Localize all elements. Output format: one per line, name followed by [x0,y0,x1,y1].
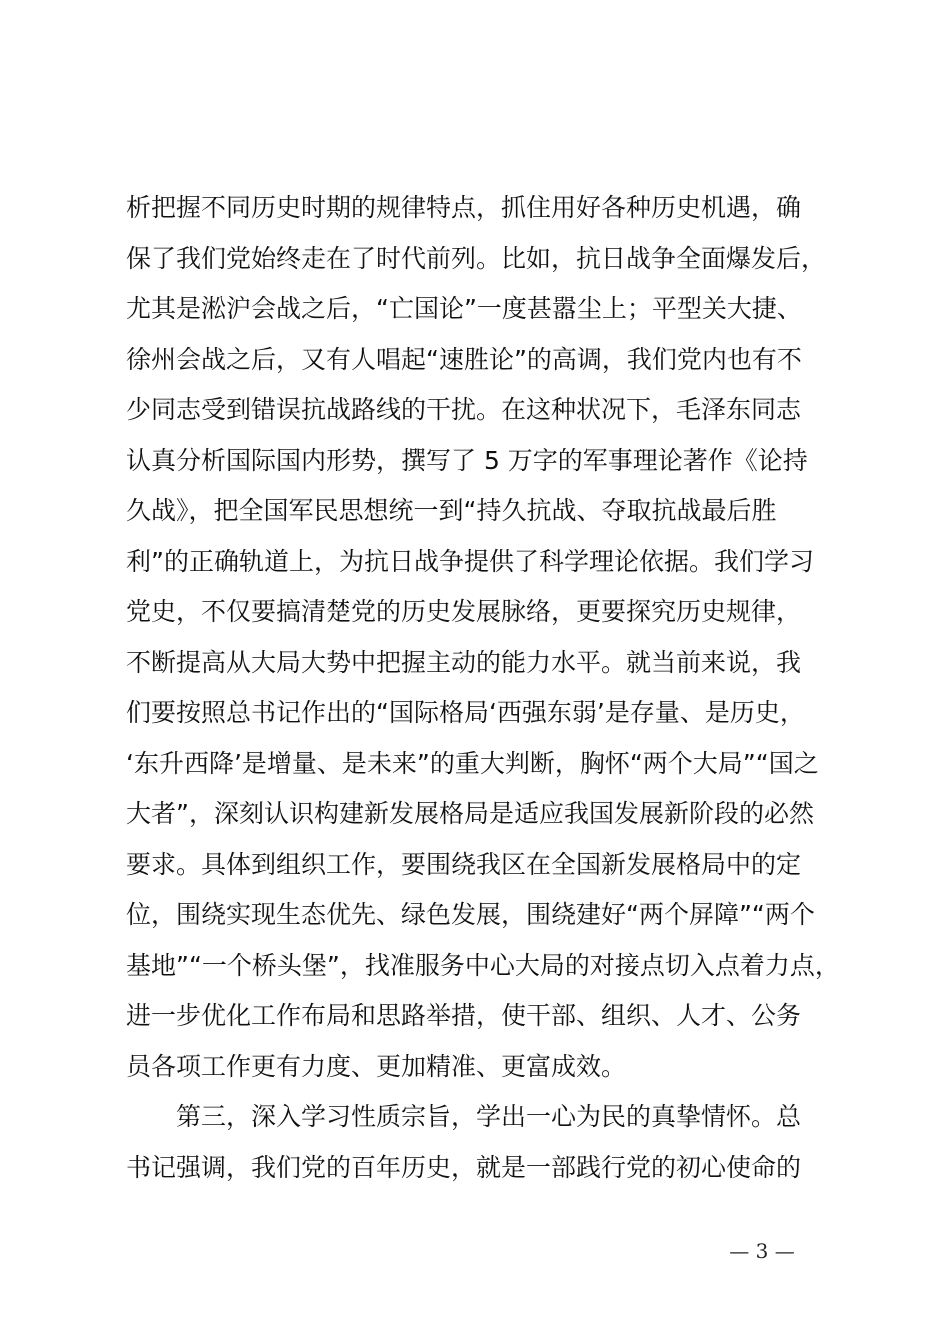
text-line: ‘东升西降’是增量、是未来”的重大判断，胸怀“两个大局”“国之 [126,748,819,778]
page-number: — 3 — [729,1239,795,1263]
text-line: 要求。具体到组织工作，要围绕我区在全国新发展格局中的定 [126,849,802,879]
body-text [126,183,866,1193]
text-line: 利”的正确轨道上，为抗日战争提供了科学理论依据。我们学习 [126,546,814,576]
text-line: 位，围绕实现生态优先、绿色发展，围绕建好“两个屏障”“两个 [126,900,815,929]
paragraph-start-line: 第三，深入学习性质宗旨，学出一心为民的真挚情怀。总 [176,1102,802,1131]
text-line: 认真分析国际国内形势，撰写了 5 万字的军事理论著作《论持 [126,445,808,475]
text-line: 尤其是淞沪会战之后，“亡国论”一度甚嚣尘上；平型关大捷、 [126,294,802,323]
text-line: 少同志受到错误抗战路线的干扰。在这种状况下，毛泽东同志 [126,395,802,424]
text-line: 员各项工作更有力度、更加精准、更富成效。 [126,1051,627,1081]
text-line: 不断提高从大局大势中把握主动的能力水平。就当前来说，我 [126,647,802,677]
text-line: 久战》，把全国军民思想统一到“持久抗战、夺取抗战最后胜 [126,496,777,525]
text-line: 进一步优化工作布局和思路举措，使干部、组织、人才、公务 [126,1001,802,1030]
text-line: 徐州会战之后，又有人唱起“速胜论”的高调，我们党内也有不 [126,344,802,374]
text-line: 析把握不同历史时期的规律特点，抓住用好各种历史机遇，确 [126,193,802,222]
text-line: 基地”“一个桥头堡”，找准服务中心大局的对接点切入点着力点， [126,950,840,980]
text-line: 保了我们党始终走在了时代前列。比如，抗日战争全面爆发后， [126,243,827,273]
text-line: 书记强调，我们党的百年历史，就是一部践行党的初心使命的 [126,1152,802,1182]
text-line: 大者”，深刻认识构建新发展格局是适应我国发展新阶段的必然 [126,799,814,828]
text-line: 党史，不仅要搞清楚党的历史发展脉络，更要探究历史规律， [126,597,802,626]
text-line: 们要按照总书记作出的“国际格局‘西强东弱’是存量、是历史， [126,698,805,727]
